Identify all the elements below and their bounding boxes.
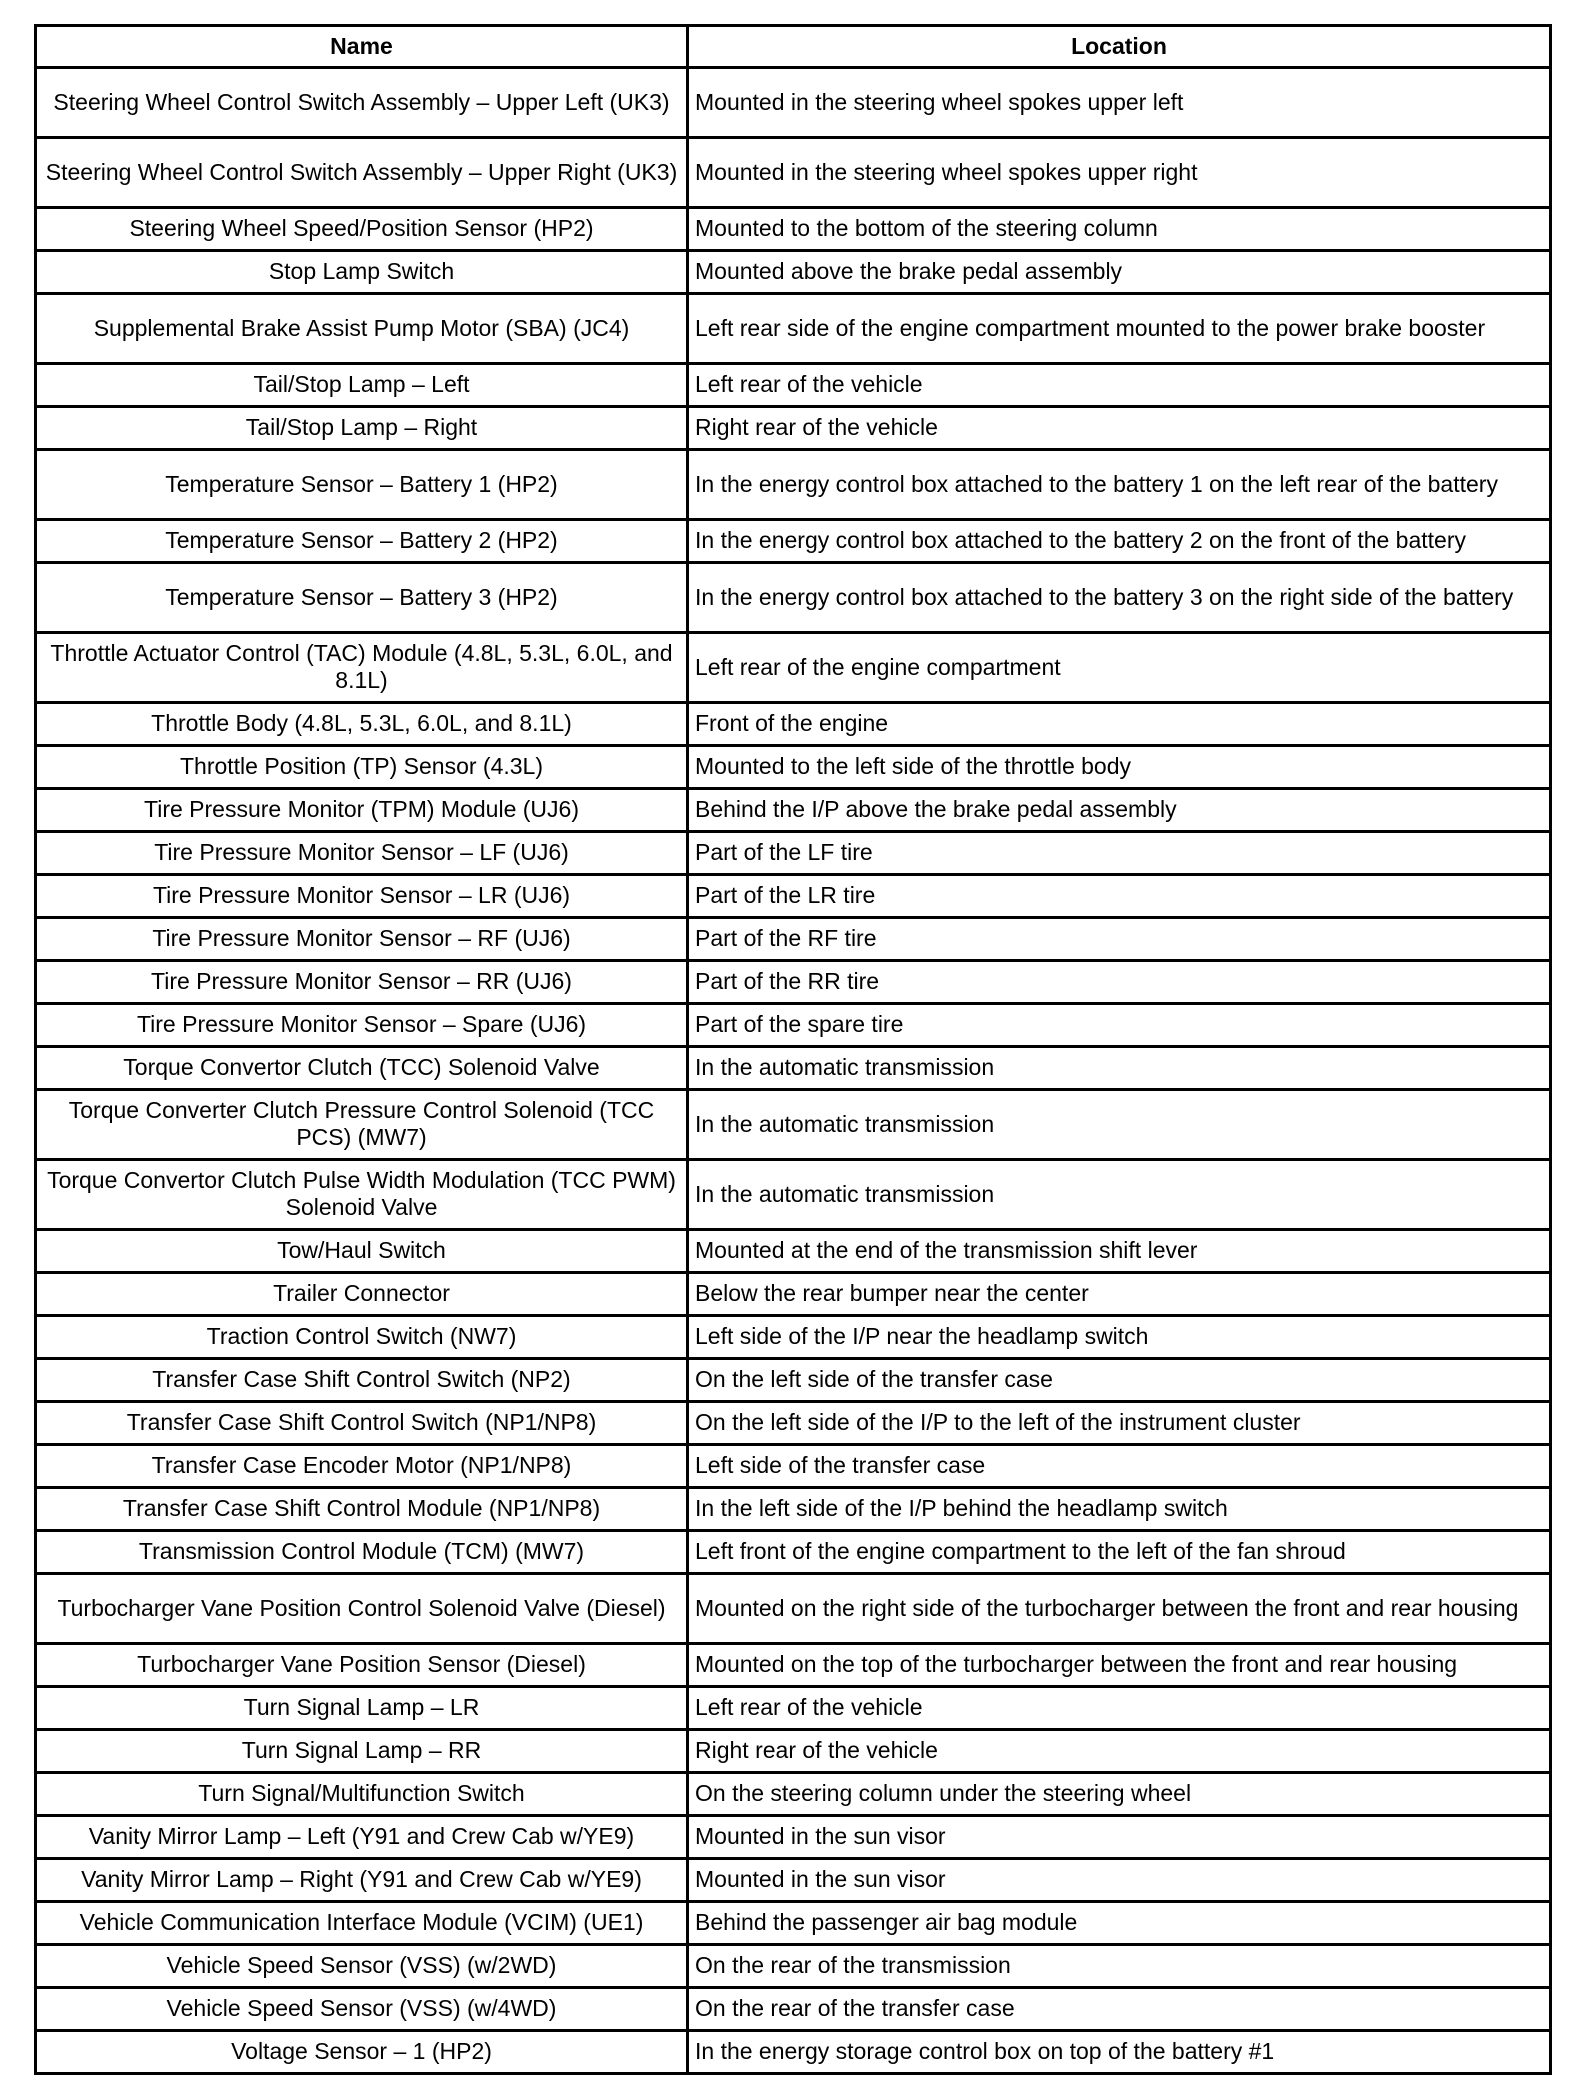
- table-row: [36, 1574, 1551, 1644]
- component-name-cell: Torque Converter Clutch Pressure Control Solenoid (TCC PCS) (MW7): [36, 1090, 688, 1160]
- component-location-cell: Left rear of the engine compartment: [688, 633, 1551, 703]
- column-header-location: Location: [688, 26, 1551, 68]
- table-row: [36, 918, 1551, 961]
- table-row: [36, 208, 1551, 251]
- table-row: [36, 1445, 1551, 1488]
- table-row: [36, 1402, 1551, 1445]
- component-name-cell: Turn Signal Lamp – RR: [36, 1730, 688, 1773]
- component-location-table: [34, 24, 1552, 2075]
- component-location-cell: In the energy control box attached to the battery 1 on the left rear of the battery: [688, 450, 1551, 520]
- component-location-cell: Left side of the transfer case: [688, 1445, 1551, 1488]
- component-location-cell: Part of the RF tire: [688, 918, 1551, 961]
- table-row: [36, 1230, 1551, 1273]
- table-row: [36, 1273, 1551, 1316]
- component-location-cell: Left rear of the vehicle: [688, 1687, 1551, 1730]
- component-name-cell: Vanity Mirror Lamp – Right (Y91 and Crew Cab w/YE9): [36, 1859, 688, 1902]
- component-name-cell: Steering Wheel Control Switch Assembly – Upper Right (UK3): [36, 138, 688, 208]
- component-location-cell: Left rear side of the engine compartment mounted to the power brake booster: [688, 294, 1551, 364]
- component-name-cell: Tire Pressure Monitor Sensor – LR (UJ6): [36, 875, 688, 918]
- component-location-cell: Mounted at the end of the transmission shift lever: [688, 1230, 1551, 1273]
- component-name-cell: Vehicle Communication Interface Module (VCIM) (UE1): [36, 1902, 688, 1945]
- component-location-cell: Right rear of the vehicle: [688, 407, 1551, 450]
- table-row: [36, 68, 1551, 138]
- component-name-cell: Tire Pressure Monitor Sensor – RR (UJ6): [36, 961, 688, 1004]
- component-name-cell: Transfer Case Encoder Motor (NP1/NP8): [36, 1445, 688, 1488]
- table-row: [36, 789, 1551, 832]
- component-name-cell: Throttle Actuator Control (TAC) Module (4.8L, 5.3L, 6.0L, and 8.1L): [36, 633, 688, 703]
- table-row: [36, 1859, 1551, 1902]
- table-row: [36, 520, 1551, 563]
- component-name-cell: Turn Signal Lamp – LR: [36, 1687, 688, 1730]
- component-name-cell: Tail/Stop Lamp – Left: [36, 364, 688, 407]
- component-location-cell: In the energy storage control box on top of the battery #1: [688, 2031, 1551, 2074]
- table-row: [36, 633, 1551, 703]
- component-name-cell: Throttle Position (TP) Sensor (4.3L): [36, 746, 688, 789]
- component-name-cell: Voltage Sensor – 1 (HP2): [36, 2031, 688, 2074]
- component-name-cell: Tow/Haul Switch: [36, 1230, 688, 1273]
- table-row: [36, 1047, 1551, 1090]
- component-name-cell: Torque Convertor Clutch Pulse Width Modulation (TCC PWM) Solenoid Valve: [36, 1160, 688, 1230]
- table-row: [36, 1687, 1551, 1730]
- component-name-cell: Supplemental Brake Assist Pump Motor (SBA) (JC4): [36, 294, 688, 364]
- component-name-cell: Temperature Sensor – Battery 3 (HP2): [36, 563, 688, 633]
- table-row: [36, 703, 1551, 746]
- component-location-cell: Below the rear bumper near the center: [688, 1273, 1551, 1316]
- component-name-cell: Temperature Sensor – Battery 1 (HP2): [36, 450, 688, 520]
- table-row: [36, 1902, 1551, 1945]
- table-row: [36, 563, 1551, 633]
- component-location-cell: Part of the RR tire: [688, 961, 1551, 1004]
- table-body: [36, 68, 1551, 2074]
- component-name-cell: Torque Convertor Clutch (TCC) Solenoid Valve: [36, 1047, 688, 1090]
- component-location-cell: Part of the LF tire: [688, 832, 1551, 875]
- component-location-cell: Mounted on the right side of the turbocharger between the front and rear housing: [688, 1574, 1551, 1644]
- table-row: [36, 1531, 1551, 1574]
- component-name-cell: Transfer Case Shift Control Switch (NP2): [36, 1359, 688, 1402]
- table-row: [36, 875, 1551, 918]
- component-location-cell: Right rear of the vehicle: [688, 1730, 1551, 1773]
- table-row: [36, 450, 1551, 520]
- component-location-cell: Behind the I/P above the brake pedal assembly: [688, 789, 1551, 832]
- component-location-cell: Left side of the I/P near the headlamp switch: [688, 1316, 1551, 1359]
- component-location-cell: Mounted on the top of the turbocharger between the front and rear housing: [688, 1644, 1551, 1687]
- component-location-cell: On the left side of the transfer case: [688, 1359, 1551, 1402]
- component-name-cell: Trailer Connector: [36, 1273, 688, 1316]
- component-name-cell: Temperature Sensor – Battery 2 (HP2): [36, 520, 688, 563]
- component-location-cell: Part of the spare tire: [688, 1004, 1551, 1047]
- component-location-cell: Mounted above the brake pedal assembly: [688, 251, 1551, 294]
- table-row: [36, 251, 1551, 294]
- table-row: [36, 1816, 1551, 1859]
- component-location-cell: In the automatic transmission: [688, 1090, 1551, 1160]
- table-row: [36, 961, 1551, 1004]
- component-location-cell: Mounted to the left side of the throttle body: [688, 746, 1551, 789]
- table-row: [36, 1773, 1551, 1816]
- component-name-cell: Transfer Case Shift Control Module (NP1/NP8): [36, 1488, 688, 1531]
- table-row: [36, 1988, 1551, 2031]
- table-row: [36, 138, 1551, 208]
- component-name-cell: Turbocharger Vane Position Control Solenoid Valve (Diesel): [36, 1574, 688, 1644]
- component-name-cell: Tire Pressure Monitor Sensor – LF (UJ6): [36, 832, 688, 875]
- component-location-cell: Part of the LR tire: [688, 875, 1551, 918]
- component-name-cell: Tire Pressure Monitor (TPM) Module (UJ6): [36, 789, 688, 832]
- component-name-cell: Tail/Stop Lamp – Right: [36, 407, 688, 450]
- table-row: [36, 1359, 1551, 1402]
- table-row: [36, 1488, 1551, 1531]
- component-name-cell: Traction Control Switch (NW7): [36, 1316, 688, 1359]
- table-row: [36, 832, 1551, 875]
- table-row: [36, 1945, 1551, 1988]
- component-location-cell: Mounted in the sun visor: [688, 1816, 1551, 1859]
- component-location-cell: In the energy control box attached to the battery 2 on the front of the battery: [688, 520, 1551, 563]
- table-row: [36, 1730, 1551, 1773]
- column-header-name: Name: [36, 26, 688, 68]
- table-row: [36, 1644, 1551, 1687]
- table-row: [36, 2031, 1551, 2074]
- component-name-cell: Turbocharger Vane Position Sensor (Diesel): [36, 1644, 688, 1687]
- component-name-cell: Vehicle Speed Sensor (VSS) (w/2WD): [36, 1945, 688, 1988]
- component-location-cell: On the rear of the transmission: [688, 1945, 1551, 1988]
- component-location-cell: On the left side of the I/P to the left of the instrument cluster: [688, 1402, 1551, 1445]
- table-row: [36, 1004, 1551, 1047]
- component-name-cell: Transmission Control Module (TCM) (MW7): [36, 1531, 688, 1574]
- component-location-cell: Mounted in the sun visor: [688, 1859, 1551, 1902]
- component-location-cell: Left rear of the vehicle: [688, 364, 1551, 407]
- component-name-cell: Vanity Mirror Lamp – Left (Y91 and Crew Cab w/YE9): [36, 1816, 688, 1859]
- component-name-cell: Stop Lamp Switch: [36, 251, 688, 294]
- component-location-cell: In the automatic transmission: [688, 1160, 1551, 1230]
- component-location-cell: In the automatic transmission: [688, 1047, 1551, 1090]
- component-name-cell: Tire Pressure Monitor Sensor – Spare (UJ6): [36, 1004, 688, 1047]
- table-row: [36, 364, 1551, 407]
- component-name-cell: Steering Wheel Control Switch Assembly – Upper Left (UK3): [36, 68, 688, 138]
- component-name-cell: Throttle Body (4.8L, 5.3L, 6.0L, and 8.1L): [36, 703, 688, 746]
- table-header-row: [36, 26, 1551, 68]
- component-name-cell: Steering Wheel Speed/Position Sensor (HP2): [36, 208, 688, 251]
- component-location-cell: Front of the engine: [688, 703, 1551, 746]
- component-name-cell: Tire Pressure Monitor Sensor – RF (UJ6): [36, 918, 688, 961]
- table-row: [36, 294, 1551, 364]
- component-location-cell: On the steering column under the steering wheel: [688, 1773, 1551, 1816]
- table-row: [36, 1090, 1551, 1160]
- table-row: [36, 1160, 1551, 1230]
- component-location-cell: Mounted to the bottom of the steering column: [688, 208, 1551, 251]
- component-location-cell: Mounted in the steering wheel spokes upper right: [688, 138, 1551, 208]
- table-row: [36, 407, 1551, 450]
- document-page: [34, 24, 1549, 2075]
- component-location-cell: In the left side of the I/P behind the headlamp switch: [688, 1488, 1551, 1531]
- component-location-cell: In the energy control box attached to the battery 3 on the right side of the battery: [688, 563, 1551, 633]
- table-row: [36, 1316, 1551, 1359]
- component-location-cell: Behind the passenger air bag module: [688, 1902, 1551, 1945]
- component-name-cell: Transfer Case Shift Control Switch (NP1/NP8): [36, 1402, 688, 1445]
- component-location-cell: Left front of the engine compartment to the left of the fan shroud: [688, 1531, 1551, 1574]
- component-location-cell: On the rear of the transfer case: [688, 1988, 1551, 2031]
- component-location-cell: Mounted in the steering wheel spokes upper left: [688, 68, 1551, 138]
- table-row: [36, 746, 1551, 789]
- component-name-cell: Turn Signal/Multifunction Switch: [36, 1773, 688, 1816]
- component-name-cell: Vehicle Speed Sensor (VSS) (w/4WD): [36, 1988, 688, 2031]
